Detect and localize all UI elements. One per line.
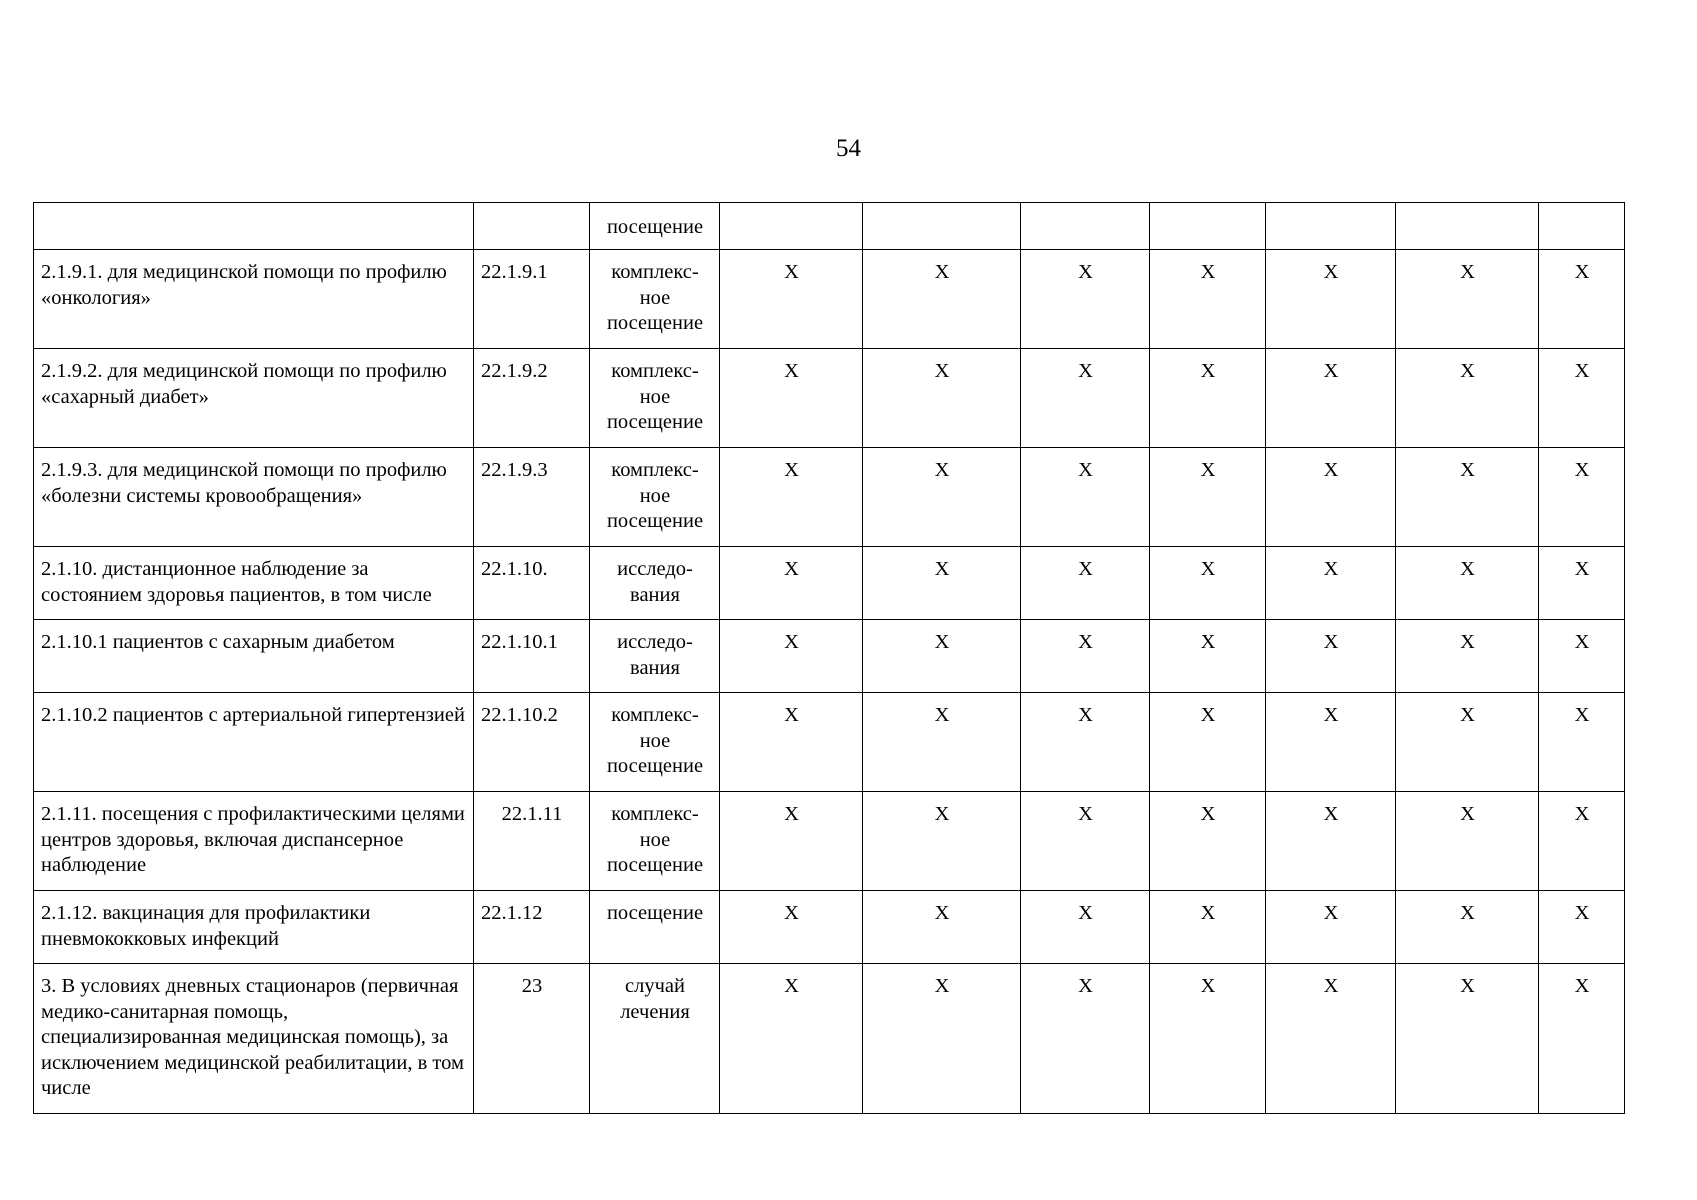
table-row — [34, 203, 1625, 250]
row-unit-cell: комплекс-ное посещение — [590, 448, 720, 547]
row-name-cell: 2.1.9.1. для медицинской помощи по профилю «онкология» — [34, 250, 474, 349]
row-unit-cell: исследо-вания — [590, 547, 720, 620]
value-cell — [1266, 203, 1396, 250]
table-row — [34, 964, 1625, 1114]
value-cell: Х — [1396, 891, 1539, 964]
value-cell: Х — [720, 891, 863, 964]
page-number: 54 — [836, 135, 861, 162]
table-row — [34, 891, 1625, 964]
value-cell: Х — [1539, 891, 1625, 964]
row-name-cell: 2.1.10.1 пациентов с сахарным диабетом — [34, 620, 474, 693]
row-code-cell: 22.1.11 — [474, 792, 590, 891]
value-cell: Х — [1396, 620, 1539, 693]
row-name-cell — [34, 203, 474, 250]
row-unit-cell: случай лечения — [590, 964, 720, 1114]
value-cell: Х — [1150, 620, 1266, 693]
table-row — [34, 792, 1625, 891]
row-code-cell: 23 — [474, 964, 590, 1114]
value-cell: Х — [720, 349, 863, 448]
value-cell: Х — [1396, 448, 1539, 547]
value-cell: Х — [863, 964, 1021, 1114]
row-unit-cell: комплекс-ное посещение — [590, 250, 720, 349]
value-cell: Х — [1539, 448, 1625, 547]
value-cell: Х — [1150, 792, 1266, 891]
row-unit-cell: комплекс-ное посещение — [590, 349, 720, 448]
value-cell: Х — [863, 349, 1021, 448]
row-unit-cell: посещение — [590, 203, 720, 250]
value-cell: Х — [1539, 964, 1625, 1114]
value-cell — [720, 203, 863, 250]
value-cell: Х — [863, 250, 1021, 349]
row-unit-cell: посещение — [590, 891, 720, 964]
value-cell: Х — [1150, 448, 1266, 547]
value-cell: Х — [1539, 250, 1625, 349]
table-row — [34, 349, 1625, 448]
value-cell: Х — [863, 448, 1021, 547]
value-cell: Х — [863, 693, 1021, 792]
value-cell: Х — [720, 448, 863, 547]
table-row — [34, 620, 1625, 693]
value-cell: Х — [1150, 250, 1266, 349]
value-cell: Х — [720, 964, 863, 1114]
value-cell: Х — [1266, 250, 1396, 349]
value-cell: Х — [1150, 547, 1266, 620]
value-cell: Х — [1021, 349, 1150, 448]
value-cell: Х — [720, 620, 863, 693]
table-row — [34, 693, 1625, 792]
value-cell: Х — [863, 547, 1021, 620]
value-cell: Х — [1150, 891, 1266, 964]
row-name-cell: 2.1.11. посещения с профилактическими целями центров здоровья, включая диспансерное наблюдение — [34, 792, 474, 891]
value-cell: Х — [1539, 620, 1625, 693]
table-row — [34, 547, 1625, 620]
value-cell: Х — [720, 792, 863, 891]
value-cell: Х — [1021, 620, 1150, 693]
value-cell: Х — [1266, 964, 1396, 1114]
value-cell: Х — [1396, 693, 1539, 792]
value-cell: Х — [1266, 448, 1396, 547]
row-unit-cell: комплекс-ное посещение — [590, 792, 720, 891]
value-cell: Х — [1396, 349, 1539, 448]
row-code-cell: 22.1.10. — [474, 547, 590, 620]
row-name-cell: 2.1.12. вакцинация для профилактики пневмококковых инфекций — [34, 891, 474, 964]
value-cell: Х — [1021, 448, 1150, 547]
value-cell — [1150, 203, 1266, 250]
table-row — [34, 250, 1625, 349]
value-cell: Х — [1266, 693, 1396, 792]
value-cell: Х — [720, 693, 863, 792]
value-cell: Х — [1266, 792, 1396, 891]
value-cell: Х — [1266, 891, 1396, 964]
data-table — [33, 202, 1625, 1114]
value-cell: Х — [1150, 693, 1266, 792]
row-unit-cell: исследо-вания — [590, 620, 720, 693]
value-cell — [1021, 203, 1150, 250]
value-cell: Х — [863, 792, 1021, 891]
row-code-cell: 22.1.9.3 — [474, 448, 590, 547]
value-cell: Х — [1150, 964, 1266, 1114]
row-code-cell — [474, 203, 590, 250]
row-code-cell: 22.1.12 — [474, 891, 590, 964]
value-cell: Х — [1021, 964, 1150, 1114]
value-cell: Х — [1539, 547, 1625, 620]
value-cell: Х — [863, 891, 1021, 964]
value-cell: Х — [1396, 792, 1539, 891]
value-cell: Х — [1021, 891, 1150, 964]
value-cell: Х — [1539, 693, 1625, 792]
row-code-cell: 22.1.9.1 — [474, 250, 590, 349]
row-name-cell: 3. В условиях дневных стационаров (первичная медико-санитарная помощь, специализированная медицинская помощь), за исключением медицинской реабилитации, в том числе — [34, 964, 474, 1114]
row-unit-cell: комплекс-ное посещение — [590, 693, 720, 792]
value-cell: Х — [720, 547, 863, 620]
value-cell: Х — [1396, 964, 1539, 1114]
value-cell: Х — [1150, 349, 1266, 448]
value-cell: Х — [1396, 250, 1539, 349]
value-cell: Х — [1021, 250, 1150, 349]
value-cell: Х — [1021, 792, 1150, 891]
value-cell: Х — [1539, 349, 1625, 448]
value-cell: Х — [1539, 792, 1625, 891]
value-cell: Х — [1266, 547, 1396, 620]
row-code-cell: 22.1.10.1 — [474, 620, 590, 693]
value-cell: Х — [1266, 349, 1396, 448]
value-cell: Х — [1021, 547, 1150, 620]
value-cell: Х — [863, 620, 1021, 693]
value-cell: Х — [1266, 620, 1396, 693]
row-code-cell: 22.1.10.2 — [474, 693, 590, 792]
value-cell — [863, 203, 1021, 250]
table-row — [34, 448, 1625, 547]
value-cell: Х — [720, 250, 863, 349]
row-name-cell: 2.1.9.3. для медицинской помощи по профилю «болезни системы кровообращения» — [34, 448, 474, 547]
value-cell — [1396, 203, 1539, 250]
row-name-cell: 2.1.10.2 пациентов с артериальной гипертензией — [34, 693, 474, 792]
row-name-cell: 2.1.9.2. для медицинской помощи по профилю «сахарный диабет» — [34, 349, 474, 448]
row-code-cell: 22.1.9.2 — [474, 349, 590, 448]
row-name-cell: 2.1.10. дистанционное наблюдение за состоянием здоровья пациентов, в том числе — [34, 547, 474, 620]
value-cell — [1539, 203, 1625, 250]
value-cell: Х — [1396, 547, 1539, 620]
value-cell: Х — [1021, 693, 1150, 792]
